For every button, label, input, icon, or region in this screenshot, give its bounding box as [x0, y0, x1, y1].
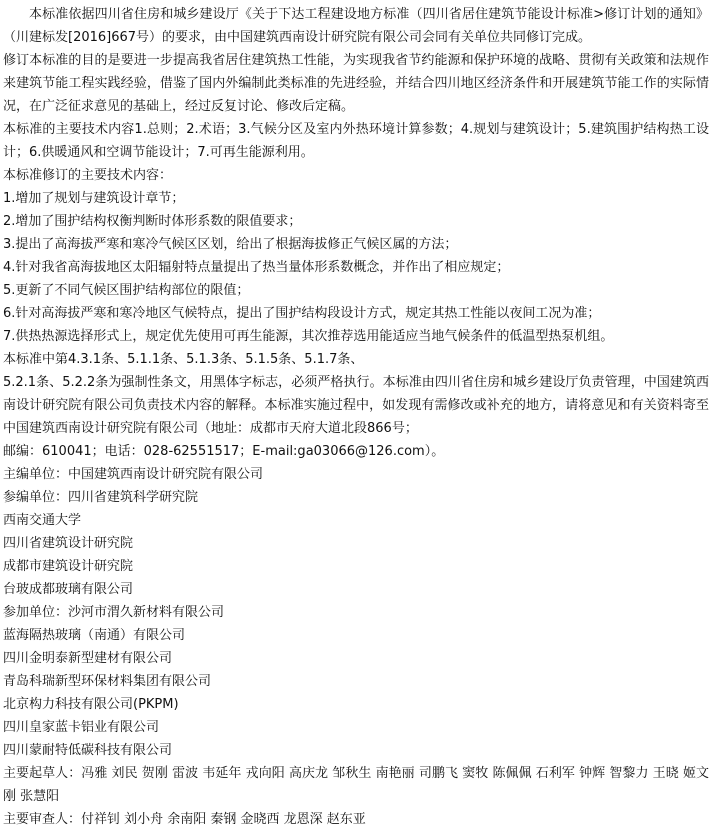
paragraph-mandatory-clauses: 本标准中第4.3.1条、5.1.1条、5.1.3条、5.1.5条、5.1.7条、 [3, 352, 364, 367]
revision-item-1: 1.增加了规划与建筑设计章节； [3, 191, 185, 206]
participating-unit: 四川金明泰新型建材有限公司 [3, 651, 173, 666]
participating-editor-unit: 西南交通大学 [3, 513, 82, 528]
participating-unit: 北京构力科技有限公司(PKPM) [3, 697, 179, 712]
participating-unit: 青岛科瑞新型环保材料集团有限公司 [3, 674, 212, 689]
revision-item-2: 2.增加了围护结构权衡判断时体形系数的限值要求； [3, 214, 302, 229]
chief-editor-unit: 主编单位：中国建筑西南设计研究院有限公司 [3, 467, 264, 482]
revision-item-5: 5.更新了不同气候区围护结构部位的限值； [3, 283, 250, 298]
paragraph-contact: 邮编：610041；电话：028-62551517；E-mail:ga03066@126.com）。 [3, 444, 445, 459]
participating-unit: 四川皇家蓝卡铝业有限公司 [3, 720, 160, 735]
paragraph-main-content: 本标准的主要技术内容1.总则；2.术语；3.气候分区及室内外热环境计算参数；4.规划与建筑设计；5.建筑围护结构热工设计；6.供暖通风和空调节能设计；7.可再生能源利用。 [3, 122, 709, 160]
paragraph-revision-heading: 本标准修订的主要技术内容： [3, 168, 173, 183]
participating-unit: 四川蒙耐特低碳科技有限公司 [3, 743, 173, 758]
participating-editor-unit: 参编单位：四川省建筑科学研究院 [3, 490, 199, 505]
participating-editor-unit: 四川省建筑设计研究院 [3, 536, 134, 551]
paragraph-management: 5.2.1条、5.2.2条为强制性条文，用黑体字标志，必须严格执行。本标准由四川省住房和城乡建设厅负责管理，中国建筑西南设计研究院有限公司负责技术内容的解释。本标准实施过程中，如发现有需修改或补充的地方，请将意见和有关资料寄至中国建筑西南设计研究院有限公司（地址：成都市天府大道北段866号； [3, 375, 709, 436]
revision-item-6: 6.针对高海拔严寒和寒冷地区气候特点，提出了围护结构段设计方式，规定其热工性能以夜间工况为准； [3, 306, 601, 321]
participating-editor-unit: 成都市建筑设计研究院 [3, 559, 134, 574]
revision-item-7: 7.供热热源选择形式上，规定优先使用可再生能源，其次推荐选用能适应当地气候条件的低温型热泵机组。 [3, 329, 614, 344]
main-reviewers: 主要审查人：付祥钊 刘小舟 余南阳 秦钢 金晓西 龙恩深 赵东亚 [3, 812, 366, 827]
revision-item-3: 3.提出了高海拔严寒和寒冷气候区区划，给出了根据海拔修正气候区属的方法； [3, 237, 458, 252]
participating-unit: 蓝海隔热玻璃（南通）有限公司 [3, 628, 186, 643]
paragraph-basis: 本标准依据四川省住房和城乡建设厅《关于下达工程建设地方标准（四川省居住建筑节能设计标准>修订计划的通知》（川建标发[2016]667号）的要求，由中国建筑西南设计研究院有限公司会同有关单位共同修订完成。 [3, 7, 709, 45]
paragraph-purpose: 修订本标准的目的是要进一步提高我省居住建筑热工性能，为实现我省节约能源和保护环境的战略、贯彻有关政策和法规作来建筑节能工程实践经验，借鉴了国内外编制此类标准的先进经验，并结合四川地区经济条件和开展建筑节能工作的实际情况，在广泛征求意见的基础上，经过反复讨论、修改后定稿。 [3, 53, 709, 114]
revision-item-4: 4.针对我省高海拔地区太阳辐射特点量提出了热当量体形系数概念，并作出了相应规定； [3, 260, 510, 275]
participating-editor-unit: 台玻成都玻璃有限公司 [3, 582, 134, 597]
main-drafters: 主要起草人：冯雅 刘民 贺刚 雷波 韦延年 戎向阳 高庆龙 邹秋生 南艳丽 司鹏飞 窦牧 陈佩佩 石利军 钟辉 智黎力 王晓 姬文刚 张慧阳 [3, 766, 709, 804]
participating-unit: 参加单位：沙河市渭久新材料有限公司 [3, 605, 225, 620]
